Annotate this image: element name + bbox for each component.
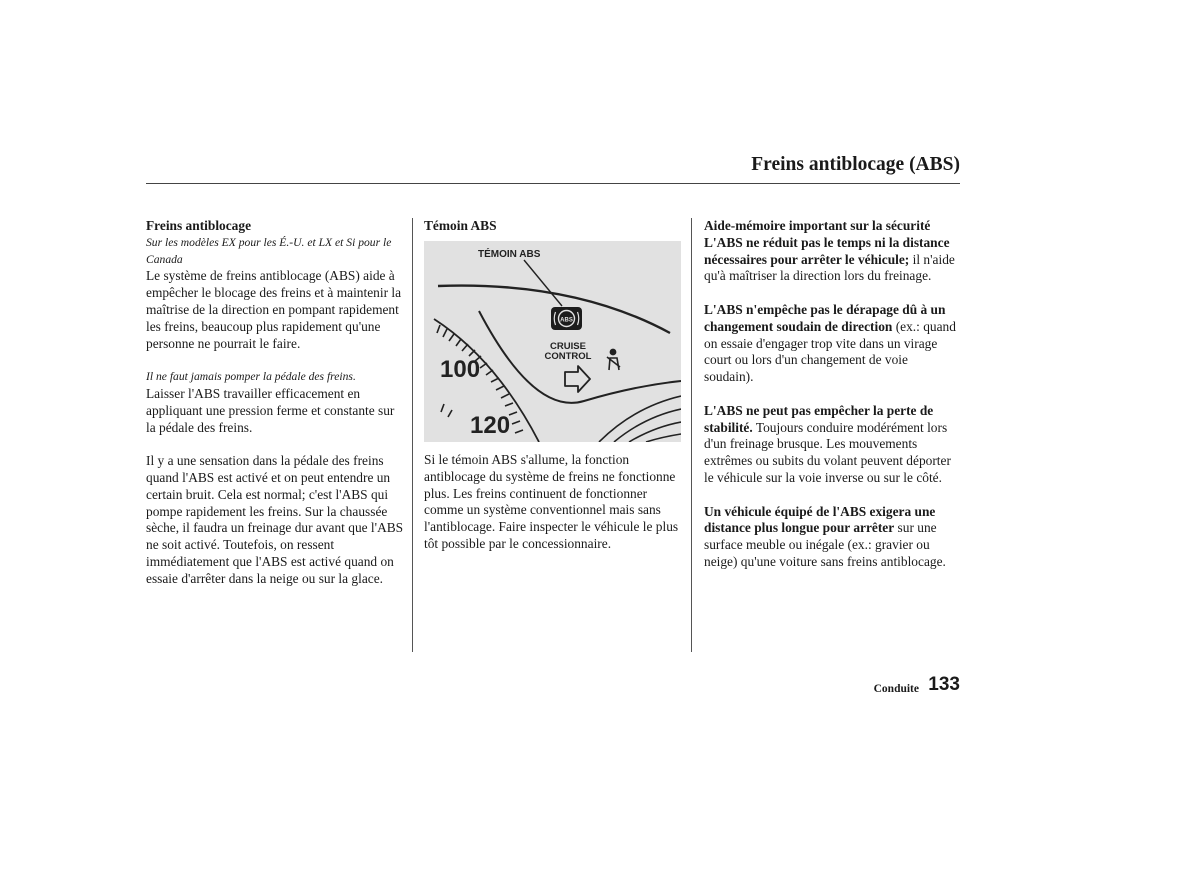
column-1 bbox=[146, 218, 404, 588]
safety-item-2: L'ABS n'empêche pas le dérapage dû à un changement soudain de direction (ex.: quand on essaie d'engager trop vite dans un virage court ou lors d'un changement de voie soudain). bbox=[704, 301, 956, 385]
callout-line bbox=[524, 260, 562, 306]
paragraph: Laisser l'ABS travailler efficacement en appliquant une pression ferme et constante sur la pédale des freins. bbox=[146, 385, 395, 435]
column-3 bbox=[704, 218, 960, 571]
page-number: 133 bbox=[928, 674, 960, 695]
cruise-label-2: CONTROL bbox=[544, 351, 592, 362]
speed-label-120: 120 bbox=[470, 412, 511, 439]
paragraph: Il y a une sensation dans la pédale des freins quand l'ABS est activé et on peut entendre un certain bruit. Cela est normal; c'est l'ABS qui pompe rapidement les freins. Sur la chaussée sèche, il faudra un freinage dur avant que l'ABS ne soit activé. Toutefois, on ressent immédiatement que l'ABS est activé quand on essaie d'arrêter dans la neige ou sur la glace. bbox=[146, 453, 404, 586]
column-2 bbox=[424, 218, 682, 235]
header-rule bbox=[146, 183, 960, 184]
gauge-ring bbox=[646, 434, 681, 442]
safety-item-3: L'ABS ne peut pas empêcher la perte de stabilité. Toujours conduire modérément lors d'un freinage brusque. Les mouvements extrêmes ou subits du volant peuvent déporter le véhicule sur la voie inverse ou sur le côté. bbox=[704, 402, 951, 485]
safety-item-4: Un véhicule équipé de l'ABS exigera une distance plus longue pour arrêter sur une surface meuble ou inégale (ex.: gravier ou neige) qu'une voiture sans freins antiblocage. bbox=[704, 503, 946, 569]
abs-callout-label: TÉMOIN ABS bbox=[478, 249, 541, 260]
footer-section-name: Conduite bbox=[873, 683, 919, 695]
page-title: Freins antiblocage (ABS) bbox=[751, 154, 960, 175]
speed-label-100: 100 bbox=[440, 356, 481, 383]
instrument-panel-drawing bbox=[424, 241, 681, 442]
pump-warning-note: Il ne faut jamais pomper la pédale des freins. bbox=[146, 370, 356, 384]
models-note: Sur les modèles EX pour les É.-U. et LX et Si pour le Canada bbox=[146, 235, 392, 266]
paragraph: Si le témoin ABS s'allume, la fonction antiblocage du système de freins ne fonctionne plus. Les freins continuent de fonctionner comme un système conventionnel mais sans l'antiblocage. Faire inspecter le véhicule le plus tôt possible par le concessionnaire. bbox=[424, 452, 679, 551]
cruise-label-1: CRUISE bbox=[550, 341, 586, 352]
seatbelt-icon bbox=[607, 349, 620, 370]
safety-heading: Aide-mémoire important sur la sécurité bbox=[704, 218, 931, 233]
section-heading-freins: Freins antiblocage bbox=[146, 218, 252, 233]
turn-arrow-icon bbox=[565, 366, 590, 392]
abs-warning-icon bbox=[551, 307, 582, 330]
paragraph: Le système de freins antiblocage (ABS) aide à empêcher le blocage des freins et à maintenir la maîtrise de la direction en pompant rapidement les freins, beaucoup plus rapidement qu'une personne ne pourrait le faire. bbox=[146, 268, 402, 351]
column-divider-1 bbox=[412, 218, 413, 652]
column-2-text bbox=[424, 452, 682, 553]
column-divider-2 bbox=[691, 218, 692, 652]
gauge-ring bbox=[614, 409, 681, 442]
section-heading-temoin: Témoin ABS bbox=[424, 218, 497, 233]
safety-item-1: L'ABS ne réduit pas le temps ni la distance nécessaires pour arrêter le véhicule; il n'aide qu'à maîtriser la direction lors du freinage. bbox=[704, 234, 955, 284]
instrument-panel-figure bbox=[424, 241, 681, 442]
svg-text:ABS: ABS bbox=[560, 317, 573, 324]
